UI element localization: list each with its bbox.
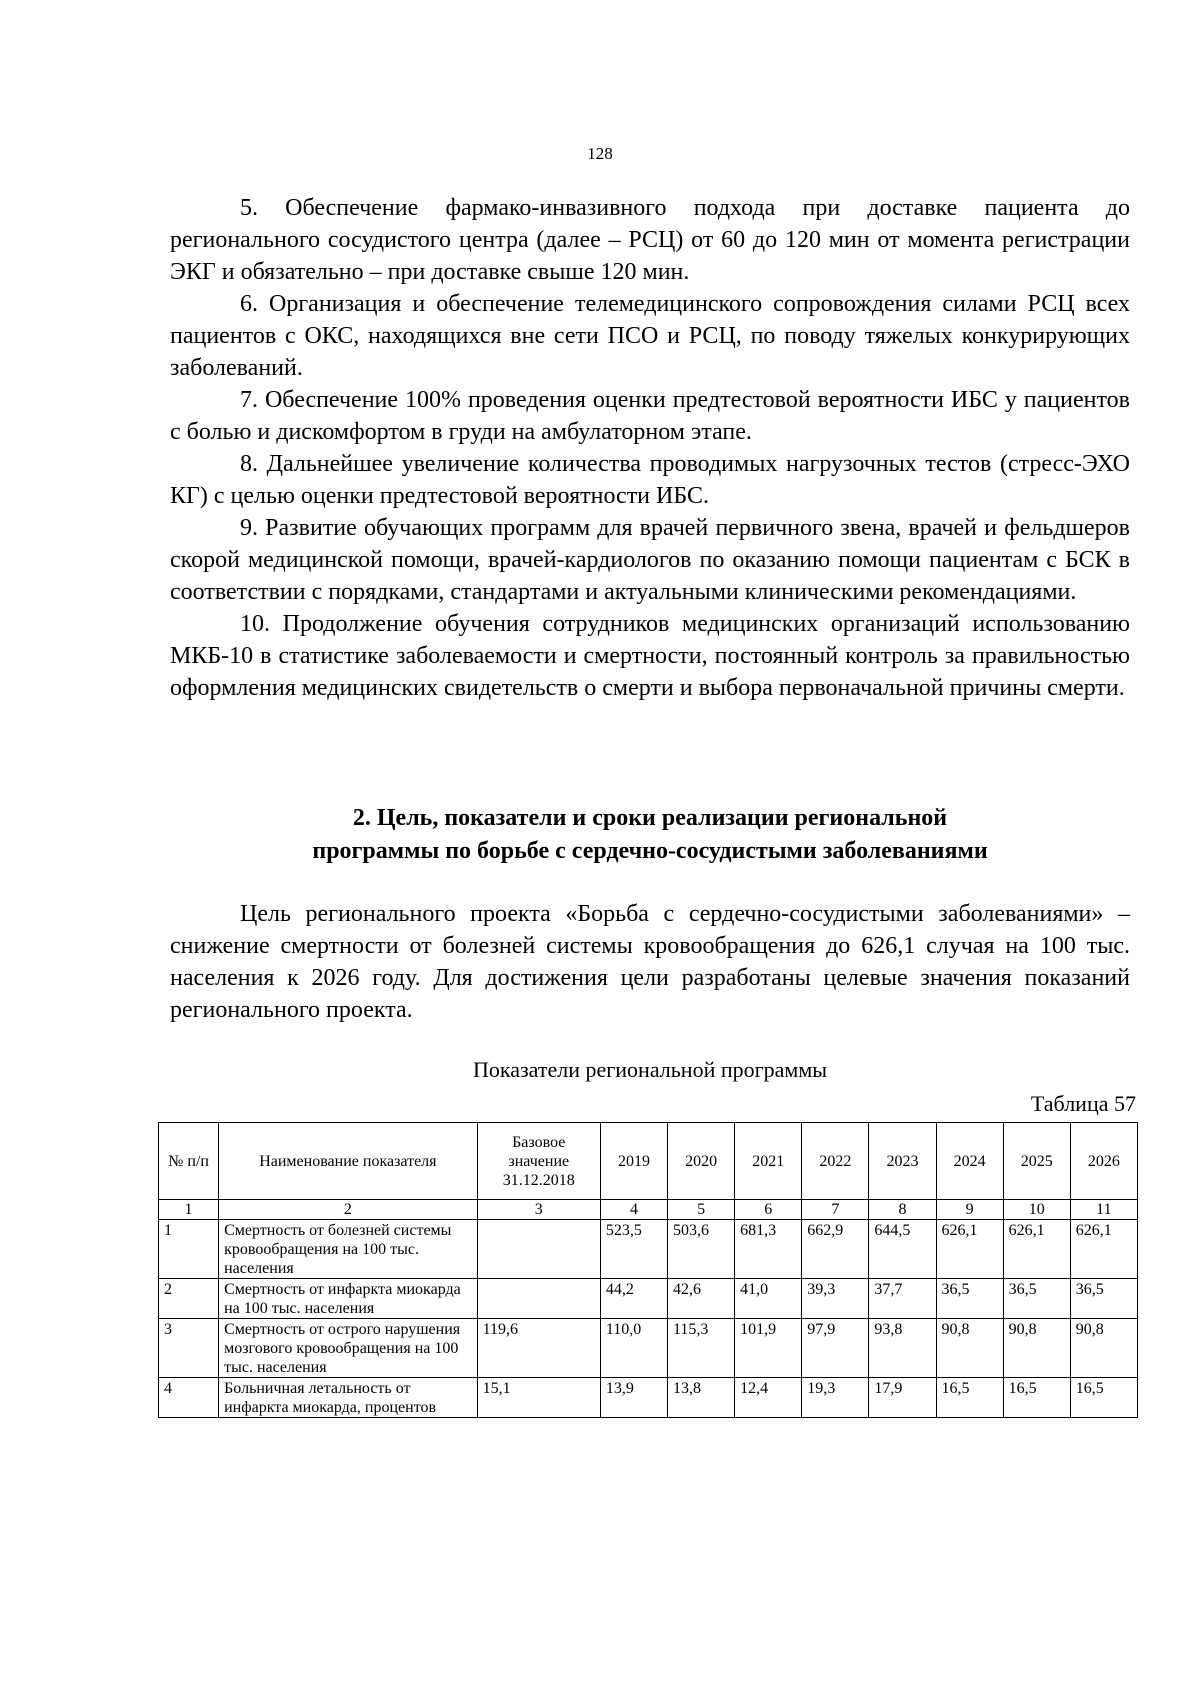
year-value-cell: 681,3 xyxy=(735,1220,802,1279)
paragraph-item-5: 5. Обеспечение фармако-инвазивного подхода при доставке пациента до регионального сосудистого центра (далее – РСЦ) от 60 до 120 мин от момента регистрации ЭКГ и обязательно – при доставке свыше 120 мин. xyxy=(170,195,1130,285)
year-value-cell: 626,1 xyxy=(1003,1220,1070,1279)
year-value-cell: 13,8 xyxy=(668,1378,735,1418)
year-value-cell: 93,8 xyxy=(869,1319,936,1378)
section-heading-line-2: программы по борьбе с сердечно-сосудистыми заболеваниями xyxy=(312,838,988,864)
year-value-cell: 662,9 xyxy=(802,1220,869,1279)
table-caption: Показатели региональной программы xyxy=(472,1057,828,1082)
column-number: 11 xyxy=(1070,1200,1137,1220)
base-value-cell: 15,1 xyxy=(477,1378,600,1418)
header-year: 2025 xyxy=(1003,1123,1070,1200)
year-value-cell: 41,0 xyxy=(735,1279,802,1319)
year-value-cell: 36,5 xyxy=(936,1279,1003,1319)
year-value-cell: 626,1 xyxy=(1070,1220,1137,1279)
header-year: 2024 xyxy=(936,1123,1003,1200)
year-value-cell: 90,8 xyxy=(1070,1319,1137,1378)
column-number: 7 xyxy=(802,1200,869,1220)
year-value-cell: 523,5 xyxy=(600,1220,667,1279)
year-value-cell: 17,9 xyxy=(869,1378,936,1418)
year-value-cell: 39,3 xyxy=(802,1279,869,1319)
year-value-cell: 644,5 xyxy=(869,1220,936,1279)
column-number: 5 xyxy=(668,1200,735,1220)
header-year: 2020 xyxy=(668,1123,735,1200)
year-value-cell: 90,8 xyxy=(1003,1319,1070,1378)
table-row xyxy=(159,1279,1138,1319)
header-name: Наименование показателя xyxy=(219,1123,478,1200)
table-row xyxy=(159,1319,1138,1378)
year-value-cell: 97,9 xyxy=(802,1319,869,1378)
year-value-cell: 13,9 xyxy=(600,1378,667,1418)
table-row xyxy=(159,1220,1138,1279)
column-number: 10 xyxy=(1003,1200,1070,1220)
section-heading xyxy=(170,802,1130,868)
indicators-table xyxy=(158,1122,1138,1418)
header-year: 2021 xyxy=(735,1123,802,1200)
indicator-name-cell: Смертность от болезней системы кровообращения на 100 тыс. населения xyxy=(219,1220,478,1279)
base-value-cell: 119,6 xyxy=(477,1319,600,1378)
row-num-cell: 4 xyxy=(159,1378,219,1418)
table-label: Таблица 57 xyxy=(1030,1091,1136,1116)
year-value-cell: 37,7 xyxy=(869,1279,936,1319)
column-numbering-row xyxy=(159,1200,1138,1220)
table-row xyxy=(159,1378,1138,1418)
goal-paragraph: Цель регионального проекта «Борьба с сердечно-сосудистыми заболеваниями» – снижение смертности от болезней системы кровообращения до 626,1 случая на 100 тыс. населения к 2026 году. Для достижения цели разработаны целевые значения показаний регионального проекта. xyxy=(170,901,1130,1023)
paragraph-item-8: 8. Дальнейшее увеличение количества проводимых нагрузочных тестов (стресс-ЭХО КГ) с целью оценки предтестовой вероятности ИБС. xyxy=(170,451,1130,509)
indicator-name-cell: Смертность от острого нарушения мозгового кровообращения на 100 тыс. населения xyxy=(219,1319,478,1378)
year-value-cell: 101,9 xyxy=(735,1319,802,1378)
row-num-cell: 2 xyxy=(159,1279,219,1319)
indicator-name-cell: Смертность от инфаркта миокарда на 100 тыс. населения xyxy=(219,1279,478,1319)
row-num-cell: 3 xyxy=(159,1319,219,1378)
year-value-cell: 36,5 xyxy=(1070,1279,1137,1319)
year-value-cell: 42,6 xyxy=(668,1279,735,1319)
section-heading-line-1: 2. Цель, показатели и сроки реализации региональной xyxy=(352,805,948,831)
year-value-cell: 16,5 xyxy=(1070,1378,1137,1418)
base-value-cell xyxy=(477,1220,600,1279)
year-value-cell: 16,5 xyxy=(1003,1378,1070,1418)
year-value-cell: 115,3 xyxy=(668,1319,735,1378)
column-number: 1 xyxy=(159,1200,219,1220)
base-value-cell xyxy=(477,1279,600,1319)
paragraph-item-7: 7. Обеспечение 100% проведения оценки предтестовой вероятности ИБС у пациентов с болью и дискомфортом в груди на амбулаторном этапе. xyxy=(170,387,1130,445)
column-number: 8 xyxy=(869,1200,936,1220)
column-number: 4 xyxy=(600,1200,667,1220)
header-year: 2022 xyxy=(802,1123,869,1200)
row-num-cell: 1 xyxy=(159,1220,219,1279)
year-value-cell: 110,0 xyxy=(600,1319,667,1378)
year-value-cell: 44,2 xyxy=(600,1279,667,1319)
indicator-name-cell: Больничная летальность от инфаркта миокарда, процентов xyxy=(219,1378,478,1418)
paragraph-item-9: 9. Развитие обучающих программ для врачей первичного звена, врачей и фельдшеров скорой медицинской помощи, врачей-кардиологов по оказанию помощи пациентам с БСК в соответствии с порядками, стандартами и актуальными клиническими рекомендациями. xyxy=(170,515,1130,605)
year-value-cell: 503,6 xyxy=(668,1220,735,1279)
column-number: 3 xyxy=(477,1200,600,1220)
year-value-cell: 90,8 xyxy=(936,1319,1003,1378)
page-number: 128 xyxy=(587,144,613,163)
column-number: 9 xyxy=(936,1200,1003,1220)
body-text xyxy=(170,192,1130,704)
header-year: 2019 xyxy=(600,1123,667,1200)
column-number: 2 xyxy=(219,1200,478,1220)
table-header-row xyxy=(159,1123,1138,1200)
paragraph-item-10: 10. Продолжение обучения сотрудников медицинских организаций использованию МКБ-10 в статистике заболеваемости и смертности, постоянный контроль за правильностью оформления медицинских свидетельств о смерти и выбора первоначальной причины смерти. xyxy=(170,611,1130,701)
paragraph-item-6: 6. Организация и обеспечение телемедицинского сопровождения силами РСЦ всех пациентов с ОКС, находящихся вне сети ПСО и РСЦ, по поводу тяжелых конкурирующих заболеваний. xyxy=(170,291,1130,381)
year-value-cell: 36,5 xyxy=(1003,1279,1070,1319)
header-year: 2026 xyxy=(1070,1123,1137,1200)
year-value-cell: 16,5 xyxy=(936,1378,1003,1418)
header-num: № п/п xyxy=(159,1123,219,1200)
column-number: 6 xyxy=(735,1200,802,1220)
header-base: Базовое значение 31.12.2018 xyxy=(477,1123,600,1200)
header-year: 2023 xyxy=(869,1123,936,1200)
year-value-cell: 19,3 xyxy=(802,1378,869,1418)
year-value-cell: 12,4 xyxy=(735,1378,802,1418)
year-value-cell: 626,1 xyxy=(936,1220,1003,1279)
